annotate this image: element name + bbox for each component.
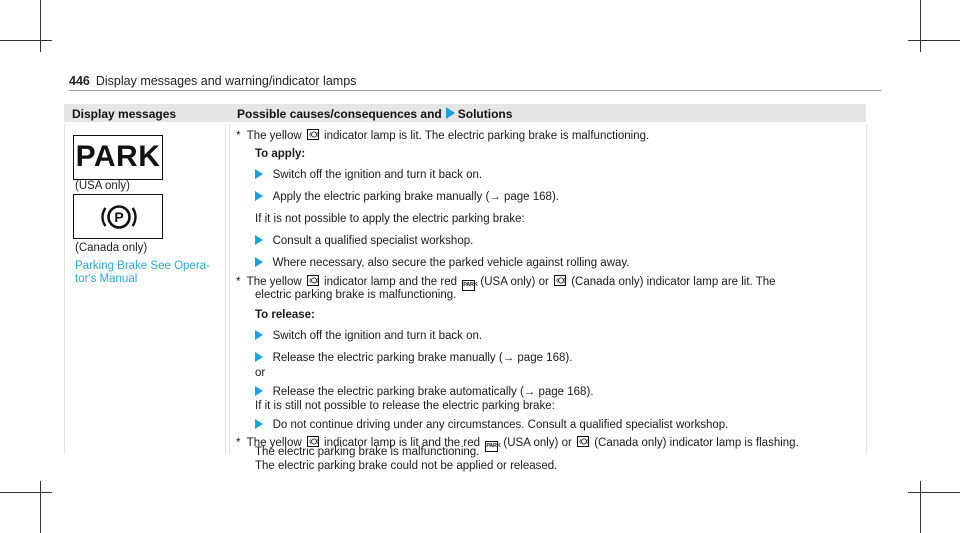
crop-mark [920, 0, 921, 52]
cause-text-line: electric parking brake is malfunctioning. [255, 289, 457, 301]
bullet-arrow-icon [255, 169, 263, 179]
to-apply-heading: To apply: [255, 148, 306, 160]
list-item-text: Do not continue driving under any circumstances. Consult a qualified specialist workshop. [272, 419, 729, 431]
list-item [255, 352, 572, 364]
cause-text: (USA only) or [480, 276, 549, 288]
table-header [64, 104, 866, 122]
bullet-arrow-icon [255, 191, 263, 201]
page-number: 446 [69, 74, 90, 88]
parking-brake-lamp-icon [73, 194, 163, 239]
list-item [255, 330, 482, 342]
cause-text: (USA only) or [503, 437, 572, 449]
list-item [255, 386, 593, 398]
bullet-arrow-icon [255, 352, 263, 362]
park-icon: PARK [485, 441, 498, 452]
crop-mark [908, 40, 960, 41]
parking-brake-icon [577, 436, 589, 447]
list-item-text: Switch off the ignition and turn it back on. [272, 330, 483, 342]
list-item [255, 235, 473, 247]
col-causes-header [237, 107, 512, 121]
link-line-1[interactable]: Parking Brake See Opera- [75, 260, 210, 272]
paragraph: If it is not possible to apply the electric parking brake: [255, 213, 525, 225]
park-lamp-icon: PARK [73, 135, 163, 180]
list-item-text: Consult a qualified specialist workshop. [272, 235, 474, 247]
crop-mark [0, 492, 52, 493]
cause-text: indicator lamp is lit and the red [324, 437, 481, 449]
crop-mark [908, 492, 960, 493]
list-item-text: Apply the electric parking brake manually (→ page 168). [272, 191, 559, 203]
list-item-text: Switch off the ignition and turn it back on. [272, 169, 483, 181]
bullet-arrow-icon [255, 235, 263, 245]
crop-mark [40, 481, 41, 533]
col-display-messages-header: Display messages [72, 107, 177, 121]
footnote-star: * [236, 437, 241, 449]
list-item-text: Where necessary, also secure the parked vehicle against rolling away. [272, 257, 630, 269]
cause-text: The yellow [246, 130, 302, 142]
cause-text: (Canada only) indicator lamp is flashing. [594, 437, 799, 449]
parking-brake-icon [307, 275, 319, 286]
bullet-arrow-icon [255, 386, 263, 396]
or-label: or [255, 367, 266, 379]
list-item [255, 257, 630, 269]
crop-mark [40, 0, 41, 52]
footnote-star: * [236, 276, 241, 288]
parking-brake-icon [307, 129, 319, 140]
cause-text: The yellow [246, 276, 302, 288]
col-solutions-label: Solutions [457, 107, 513, 121]
message-table [64, 104, 866, 472]
cause-text-line: The electric parking brake could not be applied or released. [255, 460, 558, 472]
col-causes-label: Possible causes/consequences and [237, 107, 442, 121]
cause-text: (Canada only) indicator lamp are lit. The [571, 276, 776, 288]
cause-text: indicator lamp and the red [324, 276, 458, 288]
page-header [69, 74, 356, 88]
arrow-right-icon [446, 107, 455, 119]
to-release-heading: To release: [255, 309, 315, 321]
cause-text: The yellow [246, 437, 302, 449]
footnote-star: * [236, 130, 241, 142]
list-item [255, 169, 482, 181]
list-item-text: Release the electric parking brake automatically (→ page 168). [272, 386, 594, 398]
cause-1 [236, 129, 649, 142]
bullet-arrow-icon [255, 257, 263, 267]
bullet-arrow-icon [255, 419, 263, 429]
canada-only-label: (Canada only) [75, 242, 148, 254]
page-title: Display messages and warning/indicator lamps [95, 74, 357, 88]
parking-brake-icon [554, 275, 566, 286]
header-rule [69, 90, 881, 91]
list-item [255, 191, 559, 203]
paragraph: If it is still not possible to release the electric parking brake: [255, 400, 555, 412]
crop-mark [0, 40, 52, 41]
operators-manual-link[interactable] [75, 260, 215, 286]
park-icon: PARK [462, 280, 475, 291]
cause-text: indicator lamp is lit. The electric parking brake is malfunctioning. [324, 130, 650, 142]
crop-mark [920, 481, 921, 533]
cause-text-line: The electric parking brake is malfunctioning. [255, 446, 480, 458]
bullet-arrow-icon [255, 330, 263, 340]
list-item-text: Release the electric parking brake manually (→ page 168). [272, 352, 573, 364]
link-line-2[interactable]: tor's Manual [75, 273, 138, 285]
causes-solutions-column [229, 124, 867, 472]
list-item [255, 419, 728, 431]
display-messages-column [64, 124, 226, 454]
svg-text:P: P [114, 209, 124, 225]
usa-only-label: (USA only) [75, 180, 130, 192]
